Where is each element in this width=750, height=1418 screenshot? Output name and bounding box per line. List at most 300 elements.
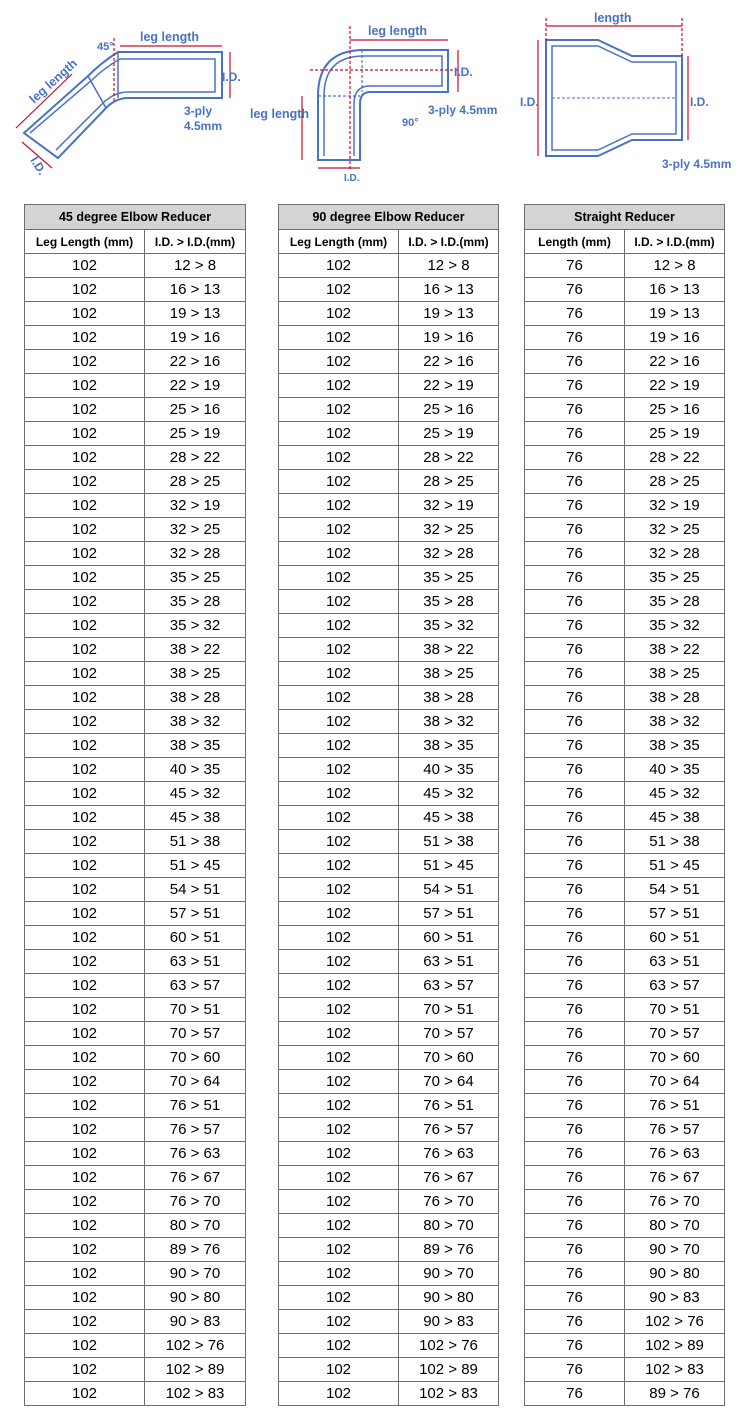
cell-length: 76 (525, 1214, 625, 1238)
cell-id-range: 19 > 16 (625, 326, 725, 350)
table-row (279, 998, 499, 1022)
table-row (279, 494, 499, 518)
table-row (525, 326, 725, 350)
table-row (25, 950, 246, 974)
cell-id-range: 60 > 51 (625, 926, 725, 950)
cell-length: 76 (525, 710, 625, 734)
cell-id-range: 89 > 76 (399, 1238, 499, 1262)
cell-length: 102 (279, 374, 399, 398)
cell-id-range: 90 > 80 (145, 1286, 246, 1310)
cell-length: 102 (25, 350, 145, 374)
table-row (279, 950, 499, 974)
table-row (25, 1214, 246, 1238)
table-row (279, 734, 499, 758)
cell-length: 102 (279, 998, 399, 1022)
table-row (25, 590, 246, 614)
straight-length: length (594, 11, 632, 25)
cell-length: 76 (525, 926, 625, 950)
cell-id-range: 102 > 83 (145, 1382, 246, 1406)
table-row (25, 854, 246, 878)
table-row (279, 398, 499, 422)
table-row (25, 662, 246, 686)
cell-id-range: 70 > 64 (399, 1070, 499, 1094)
cell-id-range: 45 > 38 (399, 806, 499, 830)
table-row (279, 1286, 499, 1310)
table-row (525, 1286, 725, 1310)
cell-length: 76 (525, 1262, 625, 1286)
cell-length: 76 (525, 950, 625, 974)
elbow45-ply: 3-ply (184, 104, 213, 118)
table-row (25, 1190, 246, 1214)
cell-id-range: 38 > 25 (145, 662, 246, 686)
cell-length: 102 (279, 1118, 399, 1142)
cell-id-range: 63 > 57 (625, 974, 725, 998)
cell-id-range: 35 > 28 (625, 590, 725, 614)
cell-id-range: 19 > 13 (145, 302, 246, 326)
cell-id-range: 12 > 8 (399, 254, 499, 278)
table-row (279, 638, 499, 662)
table-row (525, 974, 725, 998)
cell-length: 102 (279, 590, 399, 614)
cell-id-range: 38 > 35 (145, 734, 246, 758)
cell-length: 102 (279, 1310, 399, 1334)
table-row (525, 830, 725, 854)
cell-id-range: 32 > 19 (399, 494, 499, 518)
cell-length: 76 (525, 854, 625, 878)
cell-length: 102 (25, 758, 145, 782)
table-row (525, 734, 725, 758)
table-row (25, 422, 246, 446)
cell-id-range: 38 > 25 (625, 662, 725, 686)
cell-length: 76 (525, 1118, 625, 1142)
table-row (25, 1238, 246, 1262)
table-45-degree-elbow-reducer (24, 204, 246, 1406)
cell-id-range: 38 > 35 (399, 734, 499, 758)
table-row (525, 686, 725, 710)
cell-length: 102 (25, 1190, 145, 1214)
table-row (279, 878, 499, 902)
cell-id-range: 76 > 67 (145, 1166, 246, 1190)
cell-length: 102 (279, 974, 399, 998)
table-row (279, 302, 499, 326)
cell-id-range: 70 > 51 (145, 998, 246, 1022)
table-row (25, 1382, 246, 1406)
table-row (279, 806, 499, 830)
table-row (279, 854, 499, 878)
cell-id-range: 76 > 51 (399, 1094, 499, 1118)
cell-id-range: 54 > 51 (625, 878, 725, 902)
cell-length: 102 (279, 1262, 399, 1286)
cell-length: 102 (279, 1142, 399, 1166)
cell-id-range: 76 > 57 (625, 1118, 725, 1142)
cell-length: 102 (279, 446, 399, 470)
table-row (525, 854, 725, 878)
cell-id-range: 35 > 32 (625, 614, 725, 638)
cell-id-range: 80 > 70 (399, 1214, 499, 1238)
cell-length: 102 (279, 254, 399, 278)
table-row (525, 1190, 725, 1214)
table-row (25, 1118, 246, 1142)
table-row (25, 1046, 246, 1070)
cell-length: 76 (525, 1046, 625, 1070)
cell-id-range: 89 > 76 (625, 1382, 725, 1406)
table-row (279, 782, 499, 806)
cell-length: 102 (25, 998, 145, 1022)
cell-id-range: 70 > 60 (399, 1046, 499, 1070)
cell-length: 76 (525, 1094, 625, 1118)
column-header-id: I.D. > I.D.(mm) (399, 230, 499, 254)
cell-length: 102 (25, 1166, 145, 1190)
cell-length: 102 (25, 806, 145, 830)
elbow90-dimensions (302, 26, 460, 170)
cell-id-range: 38 > 28 (399, 686, 499, 710)
cell-id-range: 38 > 32 (145, 710, 246, 734)
cell-length: 102 (279, 830, 399, 854)
cell-length: 76 (525, 254, 625, 278)
cell-length: 102 (279, 398, 399, 422)
cell-length: 102 (25, 302, 145, 326)
cell-id-range: 32 > 25 (625, 518, 725, 542)
table-row (525, 1382, 725, 1406)
cell-length: 102 (25, 638, 145, 662)
cell-id-range: 38 > 28 (145, 686, 246, 710)
table-row (279, 590, 499, 614)
table-row (25, 998, 246, 1022)
cell-id-range: 28 > 22 (145, 446, 246, 470)
cell-id-range: 40 > 35 (399, 758, 499, 782)
cell-length: 102 (25, 902, 145, 926)
cell-id-range: 16 > 13 (399, 278, 499, 302)
table-row (25, 974, 246, 998)
table-row (279, 1070, 499, 1094)
table-row (279, 662, 499, 686)
table-row (525, 446, 725, 470)
table-row (525, 1238, 725, 1262)
cell-length: 102 (25, 1334, 145, 1358)
table-row (279, 710, 499, 734)
table-row (525, 662, 725, 686)
cell-id-range: 22 > 19 (145, 374, 246, 398)
table-row (279, 1022, 499, 1046)
cell-id-range: 51 > 38 (399, 830, 499, 854)
table-row (279, 830, 499, 854)
table-row (279, 1262, 499, 1286)
cell-length: 102 (279, 782, 399, 806)
table-row (279, 1310, 499, 1334)
cell-length: 76 (525, 974, 625, 998)
table-title: 90 degree Elbow Reducer (279, 205, 499, 230)
cell-id-range: 76 > 63 (399, 1142, 499, 1166)
cell-id-range: 90 > 83 (625, 1286, 725, 1310)
table-row (525, 1214, 725, 1238)
table-row (25, 710, 246, 734)
table-row (25, 686, 246, 710)
table-row (279, 1382, 499, 1406)
cell-length: 102 (25, 974, 145, 998)
cell-length: 102 (25, 854, 145, 878)
reducer-diagrams (0, 0, 750, 196)
cell-id-range: 45 > 32 (625, 782, 725, 806)
table-row (25, 614, 246, 638)
cell-length: 102 (279, 734, 399, 758)
cell-id-range: 90 > 70 (145, 1262, 246, 1286)
cell-id-range: 19 > 13 (399, 302, 499, 326)
cell-length: 76 (525, 422, 625, 446)
table-row (525, 374, 725, 398)
cell-length: 102 (279, 902, 399, 926)
elbow90-id-right: I.D. (454, 65, 473, 79)
cell-length: 76 (525, 686, 625, 710)
cell-id-range: 45 > 32 (399, 782, 499, 806)
table-row (279, 470, 499, 494)
cell-id-range: 38 > 22 (145, 638, 246, 662)
cell-length: 76 (525, 1190, 625, 1214)
table-row (25, 1142, 246, 1166)
cell-length: 102 (25, 518, 145, 542)
cell-id-range: 63 > 57 (399, 974, 499, 998)
table-row (25, 1094, 246, 1118)
cell-id-range: 35 > 32 (145, 614, 246, 638)
cell-length: 102 (279, 1238, 399, 1262)
cell-id-range: 35 > 25 (145, 566, 246, 590)
cell-length: 102 (25, 1094, 145, 1118)
cell-length: 102 (279, 1070, 399, 1094)
table-row (525, 590, 725, 614)
straight-id-left: I.D. (520, 95, 539, 109)
cell-id-range: 12 > 8 (145, 254, 246, 278)
cell-id-range: 32 > 25 (145, 518, 246, 542)
table-row (279, 422, 499, 446)
cell-length: 102 (25, 1070, 145, 1094)
cell-id-range: 28 > 25 (625, 470, 725, 494)
cell-length: 102 (25, 590, 145, 614)
cell-length: 102 (25, 494, 145, 518)
cell-id-range: 102 > 76 (145, 1334, 246, 1358)
cell-id-range: 35 > 25 (625, 566, 725, 590)
cell-id-range: 76 > 63 (145, 1142, 246, 1166)
cell-id-range: 57 > 51 (625, 902, 725, 926)
cell-length: 102 (25, 1214, 145, 1238)
cell-length: 76 (525, 1382, 625, 1406)
cell-length: 76 (525, 1310, 625, 1334)
cell-length: 102 (279, 1046, 399, 1070)
cell-length: 102 (279, 1094, 399, 1118)
table-90-degree-elbow-reducer (278, 204, 499, 1406)
table-row (279, 1214, 499, 1238)
table-row (525, 1310, 725, 1334)
cell-id-range: 22 > 16 (625, 350, 725, 374)
cell-id-range: 89 > 76 (145, 1238, 246, 1262)
cell-length: 102 (25, 374, 145, 398)
elbow45-leg-length-side: leg length (26, 56, 80, 107)
cell-id-range: 35 > 28 (399, 590, 499, 614)
cell-id-range: 70 > 64 (145, 1070, 246, 1094)
cell-id-range: 70 > 57 (145, 1022, 246, 1046)
straight-dimensions (538, 18, 688, 156)
cell-length: 76 (525, 1022, 625, 1046)
straight-ply: 3-ply 4.5mm (662, 157, 732, 171)
table-row (279, 1238, 499, 1262)
cell-length: 76 (525, 806, 625, 830)
cell-id-range: 63 > 57 (145, 974, 246, 998)
cell-length: 102 (25, 1262, 145, 1286)
cell-id-range: 76 > 51 (625, 1094, 725, 1118)
cell-length: 76 (525, 1166, 625, 1190)
cell-id-range: 38 > 22 (625, 638, 725, 662)
column-header-leg-length: Leg Length (mm) (25, 230, 145, 254)
table-row (25, 806, 246, 830)
table-row (279, 374, 499, 398)
table-row (525, 902, 725, 926)
cell-id-range: 25 > 19 (399, 422, 499, 446)
cell-id-range: 22 > 19 (399, 374, 499, 398)
cell-id-range: 102 > 89 (399, 1358, 499, 1382)
cell-id-range: 102 > 83 (399, 1382, 499, 1406)
cell-length: 102 (25, 614, 145, 638)
cell-length: 102 (279, 638, 399, 662)
cell-length: 102 (279, 806, 399, 830)
table-row (25, 1286, 246, 1310)
table-row (279, 758, 499, 782)
cell-id-range: 32 > 19 (145, 494, 246, 518)
cell-length: 102 (25, 470, 145, 494)
table-row (279, 278, 499, 302)
table-row (525, 1118, 725, 1142)
cell-length: 102 (279, 422, 399, 446)
table-row (279, 254, 499, 278)
elbow45-dimensions (16, 38, 230, 168)
cell-length: 76 (525, 1070, 625, 1094)
cell-id-range: 63 > 51 (625, 950, 725, 974)
cell-id-range: 102 > 89 (625, 1334, 725, 1358)
table-row (279, 1334, 499, 1358)
cell-length: 76 (525, 1286, 625, 1310)
cell-id-range: 16 > 13 (145, 278, 246, 302)
cell-id-range: 57 > 51 (145, 902, 246, 926)
cell-length: 102 (25, 926, 145, 950)
cell-id-range: 32 > 28 (399, 542, 499, 566)
cell-length: 102 (279, 1382, 399, 1406)
elbow45-id-right: I.D. (222, 70, 241, 84)
table-row (25, 878, 246, 902)
table-row (279, 446, 499, 470)
cell-id-range: 76 > 70 (145, 1190, 246, 1214)
cell-length: 76 (525, 398, 625, 422)
cell-length: 102 (279, 326, 399, 350)
straight-id-right: I.D. (690, 95, 709, 109)
cell-length: 102 (279, 662, 399, 686)
table-row (279, 1190, 499, 1214)
table-row (279, 974, 499, 998)
cell-id-range: 70 > 57 (625, 1022, 725, 1046)
table-row (25, 1310, 246, 1334)
table-row (525, 350, 725, 374)
table-row (525, 254, 725, 278)
cell-id-range: 90 > 83 (399, 1310, 499, 1334)
cell-length: 76 (525, 662, 625, 686)
cell-id-range: 38 > 32 (399, 710, 499, 734)
table-row (525, 710, 725, 734)
cell-id-range: 70 > 64 (625, 1070, 725, 1094)
cell-length: 76 (525, 830, 625, 854)
cell-length: 102 (25, 446, 145, 470)
cell-length: 76 (525, 1142, 625, 1166)
table-row (525, 278, 725, 302)
cell-id-range: 51 > 45 (399, 854, 499, 878)
cell-id-range: 45 > 32 (145, 782, 246, 806)
cell-id-range: 38 > 35 (625, 734, 725, 758)
table-row (525, 422, 725, 446)
cell-id-range: 102 > 89 (145, 1358, 246, 1382)
cell-length: 102 (279, 710, 399, 734)
cell-id-range: 90 > 80 (625, 1262, 725, 1286)
table-row (525, 398, 725, 422)
cell-id-range: 51 > 38 (625, 830, 725, 854)
table-row (525, 302, 725, 326)
cell-length: 102 (25, 1382, 145, 1406)
elbow90-ply: 3-ply 4.5mm (428, 103, 498, 117)
table-row (525, 806, 725, 830)
table-row (25, 1358, 246, 1382)
column-header-leg-length: Leg Length (mm) (279, 230, 399, 254)
cell-id-range: 25 > 19 (145, 422, 246, 446)
table-row (525, 1358, 725, 1382)
table-row (25, 350, 246, 374)
cell-length: 102 (279, 1022, 399, 1046)
table-row (279, 1094, 499, 1118)
table-row (279, 542, 499, 566)
elbow45-leg-length-top: leg length (140, 30, 200, 44)
table-row (25, 494, 246, 518)
table-title: 45 degree Elbow Reducer (25, 205, 246, 230)
table-row (279, 326, 499, 350)
cell-id-range: 25 > 16 (399, 398, 499, 422)
cell-length: 102 (25, 422, 145, 446)
table-row (525, 1022, 725, 1046)
cell-length: 102 (279, 1286, 399, 1310)
cell-id-range: 76 > 57 (399, 1118, 499, 1142)
cell-length: 102 (25, 734, 145, 758)
cell-id-range: 54 > 51 (399, 878, 499, 902)
cell-id-range: 90 > 70 (399, 1262, 499, 1286)
cell-length: 102 (279, 494, 399, 518)
table-row (25, 734, 246, 758)
cell-id-range: 90 > 70 (625, 1238, 725, 1262)
column-header-id: I.D. > I.D.(mm) (145, 230, 246, 254)
cell-id-range: 28 > 22 (399, 446, 499, 470)
table-row (525, 758, 725, 782)
cell-id-range: 51 > 45 (145, 854, 246, 878)
cell-length: 102 (25, 1358, 145, 1382)
table-row (25, 638, 246, 662)
table-row (25, 374, 246, 398)
cell-length: 102 (279, 1358, 399, 1382)
table-row (25, 446, 246, 470)
cell-id-range: 70 > 57 (399, 1022, 499, 1046)
cell-length: 102 (25, 710, 145, 734)
column-header-length: Length (mm) (525, 230, 625, 254)
cell-id-range: 22 > 19 (625, 374, 725, 398)
cell-id-range: 38 > 28 (625, 686, 725, 710)
elbow90-leg-length-side: leg length (250, 107, 310, 121)
cell-length: 76 (525, 542, 625, 566)
table-row (525, 1166, 725, 1190)
cell-id-range: 38 > 32 (625, 710, 725, 734)
cell-id-range: 32 > 28 (625, 542, 725, 566)
cell-id-range: 63 > 51 (145, 950, 246, 974)
cell-id-range: 76 > 51 (145, 1094, 246, 1118)
cell-id-range: 102 > 76 (399, 1334, 499, 1358)
